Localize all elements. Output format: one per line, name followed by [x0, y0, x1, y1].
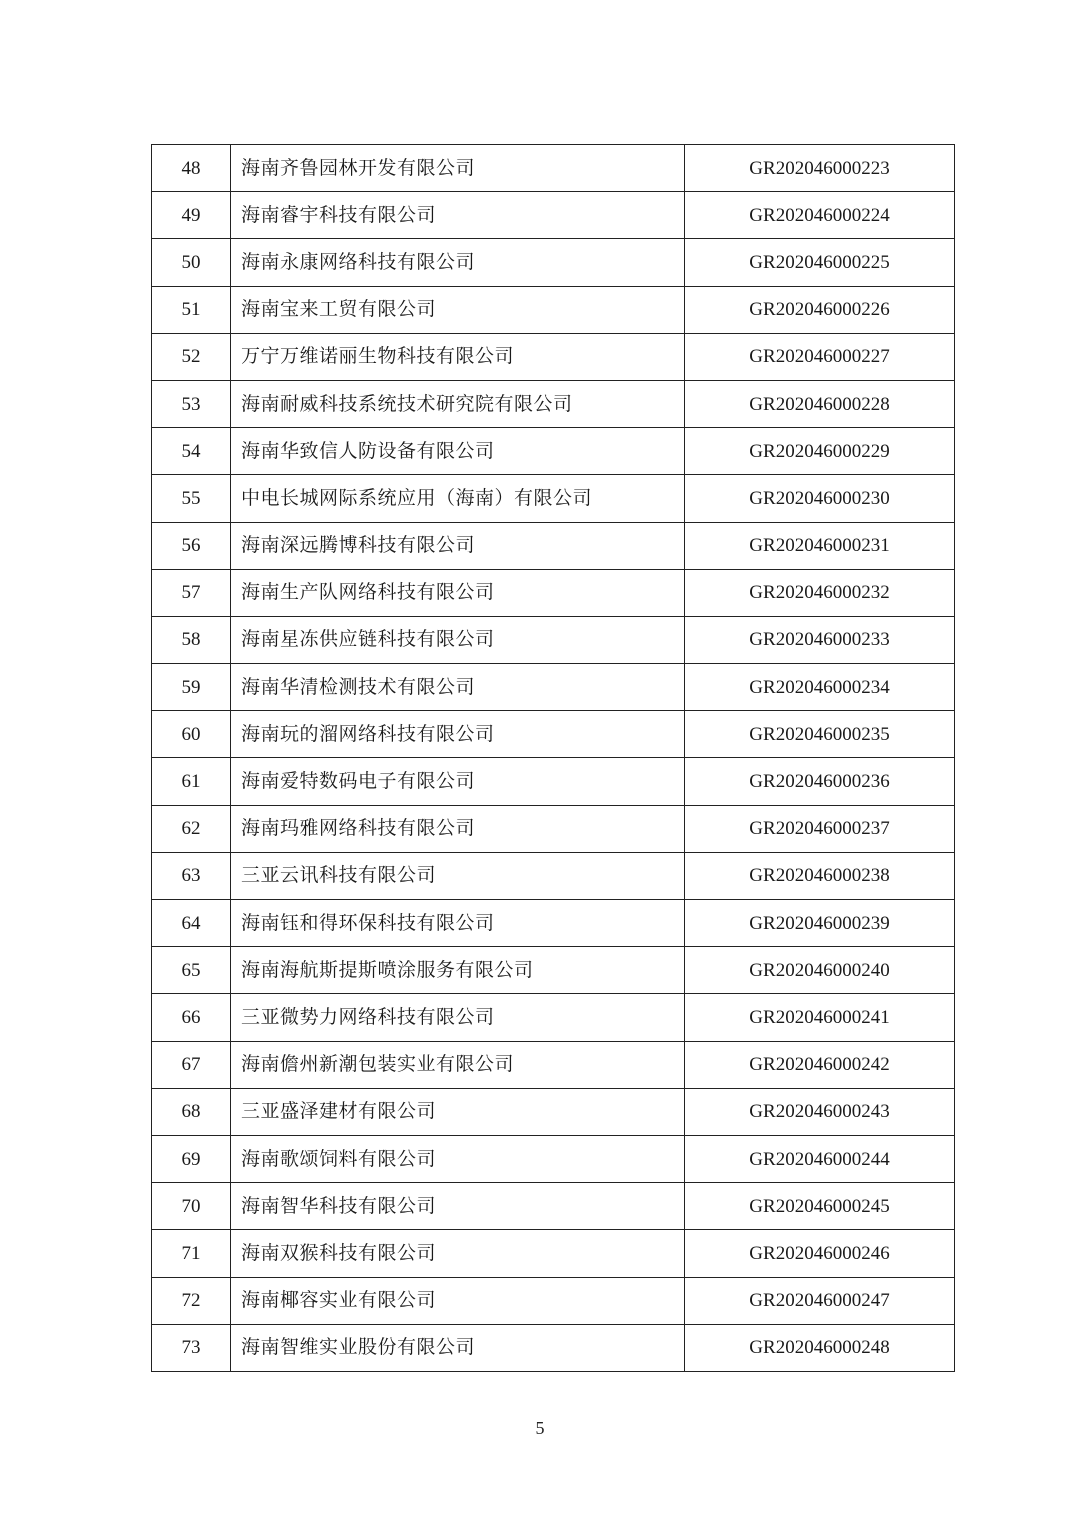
- company-table: [151, 144, 955, 1372]
- company-name-cell: 海南歌颂饲料有限公司: [231, 1135, 685, 1182]
- table-row: [152, 1135, 955, 1182]
- company-name-cell: 海南椰容实业有限公司: [231, 1277, 685, 1324]
- table-row: [152, 333, 955, 380]
- row-number-cell: 64: [152, 900, 231, 947]
- row-number-cell: 71: [152, 1230, 231, 1277]
- table-row: [152, 475, 955, 522]
- certificate-code-cell: GR202046000225: [685, 239, 955, 286]
- company-name-cell: 中电长城网际系统应用（海南）有限公司: [231, 475, 685, 522]
- row-number-cell: 61: [152, 758, 231, 805]
- company-name-cell: 海南钰和得环保科技有限公司: [231, 900, 685, 947]
- table-row: [152, 900, 955, 947]
- table-row: [152, 994, 955, 1041]
- company-name-cell: 万宁万维诺丽生物科技有限公司: [231, 333, 685, 380]
- table-row: [152, 239, 955, 286]
- certificate-code-cell: GR202046000227: [685, 333, 955, 380]
- table-row: [152, 145, 955, 192]
- table-row: [152, 1041, 955, 1088]
- table-row: [152, 947, 955, 994]
- table-row: [152, 1183, 955, 1230]
- company-name-cell: 海南华清检测技术有限公司: [231, 664, 685, 711]
- table-row: [152, 286, 955, 333]
- company-name-cell: 海南儋州新潮包装实业有限公司: [231, 1041, 685, 1088]
- row-number-cell: 49: [152, 192, 231, 239]
- table-row: [152, 758, 955, 805]
- row-number-cell: 68: [152, 1088, 231, 1135]
- row-number-cell: 73: [152, 1324, 231, 1371]
- table-row: [152, 380, 955, 427]
- table-row: [152, 852, 955, 899]
- row-number-cell: 53: [152, 380, 231, 427]
- page-number: 5: [535, 1418, 545, 1438]
- certificate-code-cell: GR202046000232: [685, 569, 955, 616]
- row-number-cell: 59: [152, 664, 231, 711]
- certificate-code-cell: GR202046000231: [685, 522, 955, 569]
- company-name-cell: 海南华致信人防设备有限公司: [231, 428, 685, 475]
- certificate-code-cell: GR202046000226: [685, 286, 955, 333]
- certificate-code-cell: GR202046000241: [685, 994, 955, 1041]
- certificate-code-cell: GR202046000246: [685, 1230, 955, 1277]
- company-name-cell: 海南耐威科技系统技术研究院有限公司: [231, 380, 685, 427]
- row-number-cell: 63: [152, 852, 231, 899]
- company-name-cell: 三亚云讯科技有限公司: [231, 852, 685, 899]
- company-name-cell: 海南宝来工贸有限公司: [231, 286, 685, 333]
- table-row: [152, 192, 955, 239]
- table-row: [152, 1277, 955, 1324]
- certificate-code-cell: GR202046000233: [685, 616, 955, 663]
- company-name-cell: 海南深远腾博科技有限公司: [231, 522, 685, 569]
- row-number-cell: 54: [152, 428, 231, 475]
- row-number-cell: 48: [152, 145, 231, 192]
- certificate-code-cell: GR202046000234: [685, 664, 955, 711]
- company-name-cell: 三亚盛泽建材有限公司: [231, 1088, 685, 1135]
- company-name-cell: 海南生产队网络科技有限公司: [231, 569, 685, 616]
- company-name-cell: 海南玛雅网络科技有限公司: [231, 805, 685, 852]
- company-name-cell: 海南爱特数码电子有限公司: [231, 758, 685, 805]
- company-name-cell: 海南睿宇科技有限公司: [231, 192, 685, 239]
- company-name-cell: 海南星冻供应链科技有限公司: [231, 616, 685, 663]
- row-number-cell: 66: [152, 994, 231, 1041]
- certificate-code-cell: GR202046000248: [685, 1324, 955, 1371]
- table-row: [152, 522, 955, 569]
- row-number-cell: 52: [152, 333, 231, 380]
- row-number-cell: 57: [152, 569, 231, 616]
- row-number-cell: 60: [152, 711, 231, 758]
- row-number-cell: 65: [152, 947, 231, 994]
- company-name-cell: 海南玩的溜网络科技有限公司: [231, 711, 685, 758]
- company-name-cell: 海南智华科技有限公司: [231, 1183, 685, 1230]
- row-number-cell: 51: [152, 286, 231, 333]
- table-row: [152, 805, 955, 852]
- certificate-code-cell: GR202046000239: [685, 900, 955, 947]
- table-row: [152, 428, 955, 475]
- certificate-code-cell: GR202046000244: [685, 1135, 955, 1182]
- row-number-cell: 72: [152, 1277, 231, 1324]
- certificate-code-cell: GR202046000243: [685, 1088, 955, 1135]
- table-row: [152, 616, 955, 663]
- table-row: [152, 664, 955, 711]
- company-name-cell: 海南双猴科技有限公司: [231, 1230, 685, 1277]
- certificate-code-cell: GR202046000230: [685, 475, 955, 522]
- row-number-cell: 55: [152, 475, 231, 522]
- row-number-cell: 50: [152, 239, 231, 286]
- company-table-body: [152, 145, 955, 1372]
- row-number-cell: 62: [152, 805, 231, 852]
- table-row: [152, 1324, 955, 1371]
- row-number-cell: 69: [152, 1135, 231, 1182]
- certificate-code-cell: GR202046000237: [685, 805, 955, 852]
- company-name-cell: 海南齐鲁园林开发有限公司: [231, 145, 685, 192]
- row-number-cell: 58: [152, 616, 231, 663]
- row-number-cell: 56: [152, 522, 231, 569]
- certificate-code-cell: GR202046000224: [685, 192, 955, 239]
- company-name-cell: 海南智维实业股份有限公司: [231, 1324, 685, 1371]
- certificate-code-cell: GR202046000247: [685, 1277, 955, 1324]
- table-row: [152, 1088, 955, 1135]
- certificate-code-cell: GR202046000229: [685, 428, 955, 475]
- company-name-cell: 三亚微势力网络科技有限公司: [231, 994, 685, 1041]
- row-number-cell: 70: [152, 1183, 231, 1230]
- certificate-code-cell: GR202046000242: [685, 1041, 955, 1088]
- certificate-code-cell: GR202046000228: [685, 380, 955, 427]
- certificate-code-cell: GR202046000240: [685, 947, 955, 994]
- certificate-code-cell: GR202046000223: [685, 145, 955, 192]
- certificate-code-cell: GR202046000235: [685, 711, 955, 758]
- certificate-code-cell: GR202046000245: [685, 1183, 955, 1230]
- certificate-code-cell: GR202046000236: [685, 758, 955, 805]
- certificate-code-cell: GR202046000238: [685, 852, 955, 899]
- company-name-cell: 海南永康网络科技有限公司: [231, 239, 685, 286]
- table-row: [152, 569, 955, 616]
- company-name-cell: 海南海航斯提斯喷涂服务有限公司: [231, 947, 685, 994]
- table-row: [152, 1230, 955, 1277]
- table-row: [152, 711, 955, 758]
- row-number-cell: 67: [152, 1041, 231, 1088]
